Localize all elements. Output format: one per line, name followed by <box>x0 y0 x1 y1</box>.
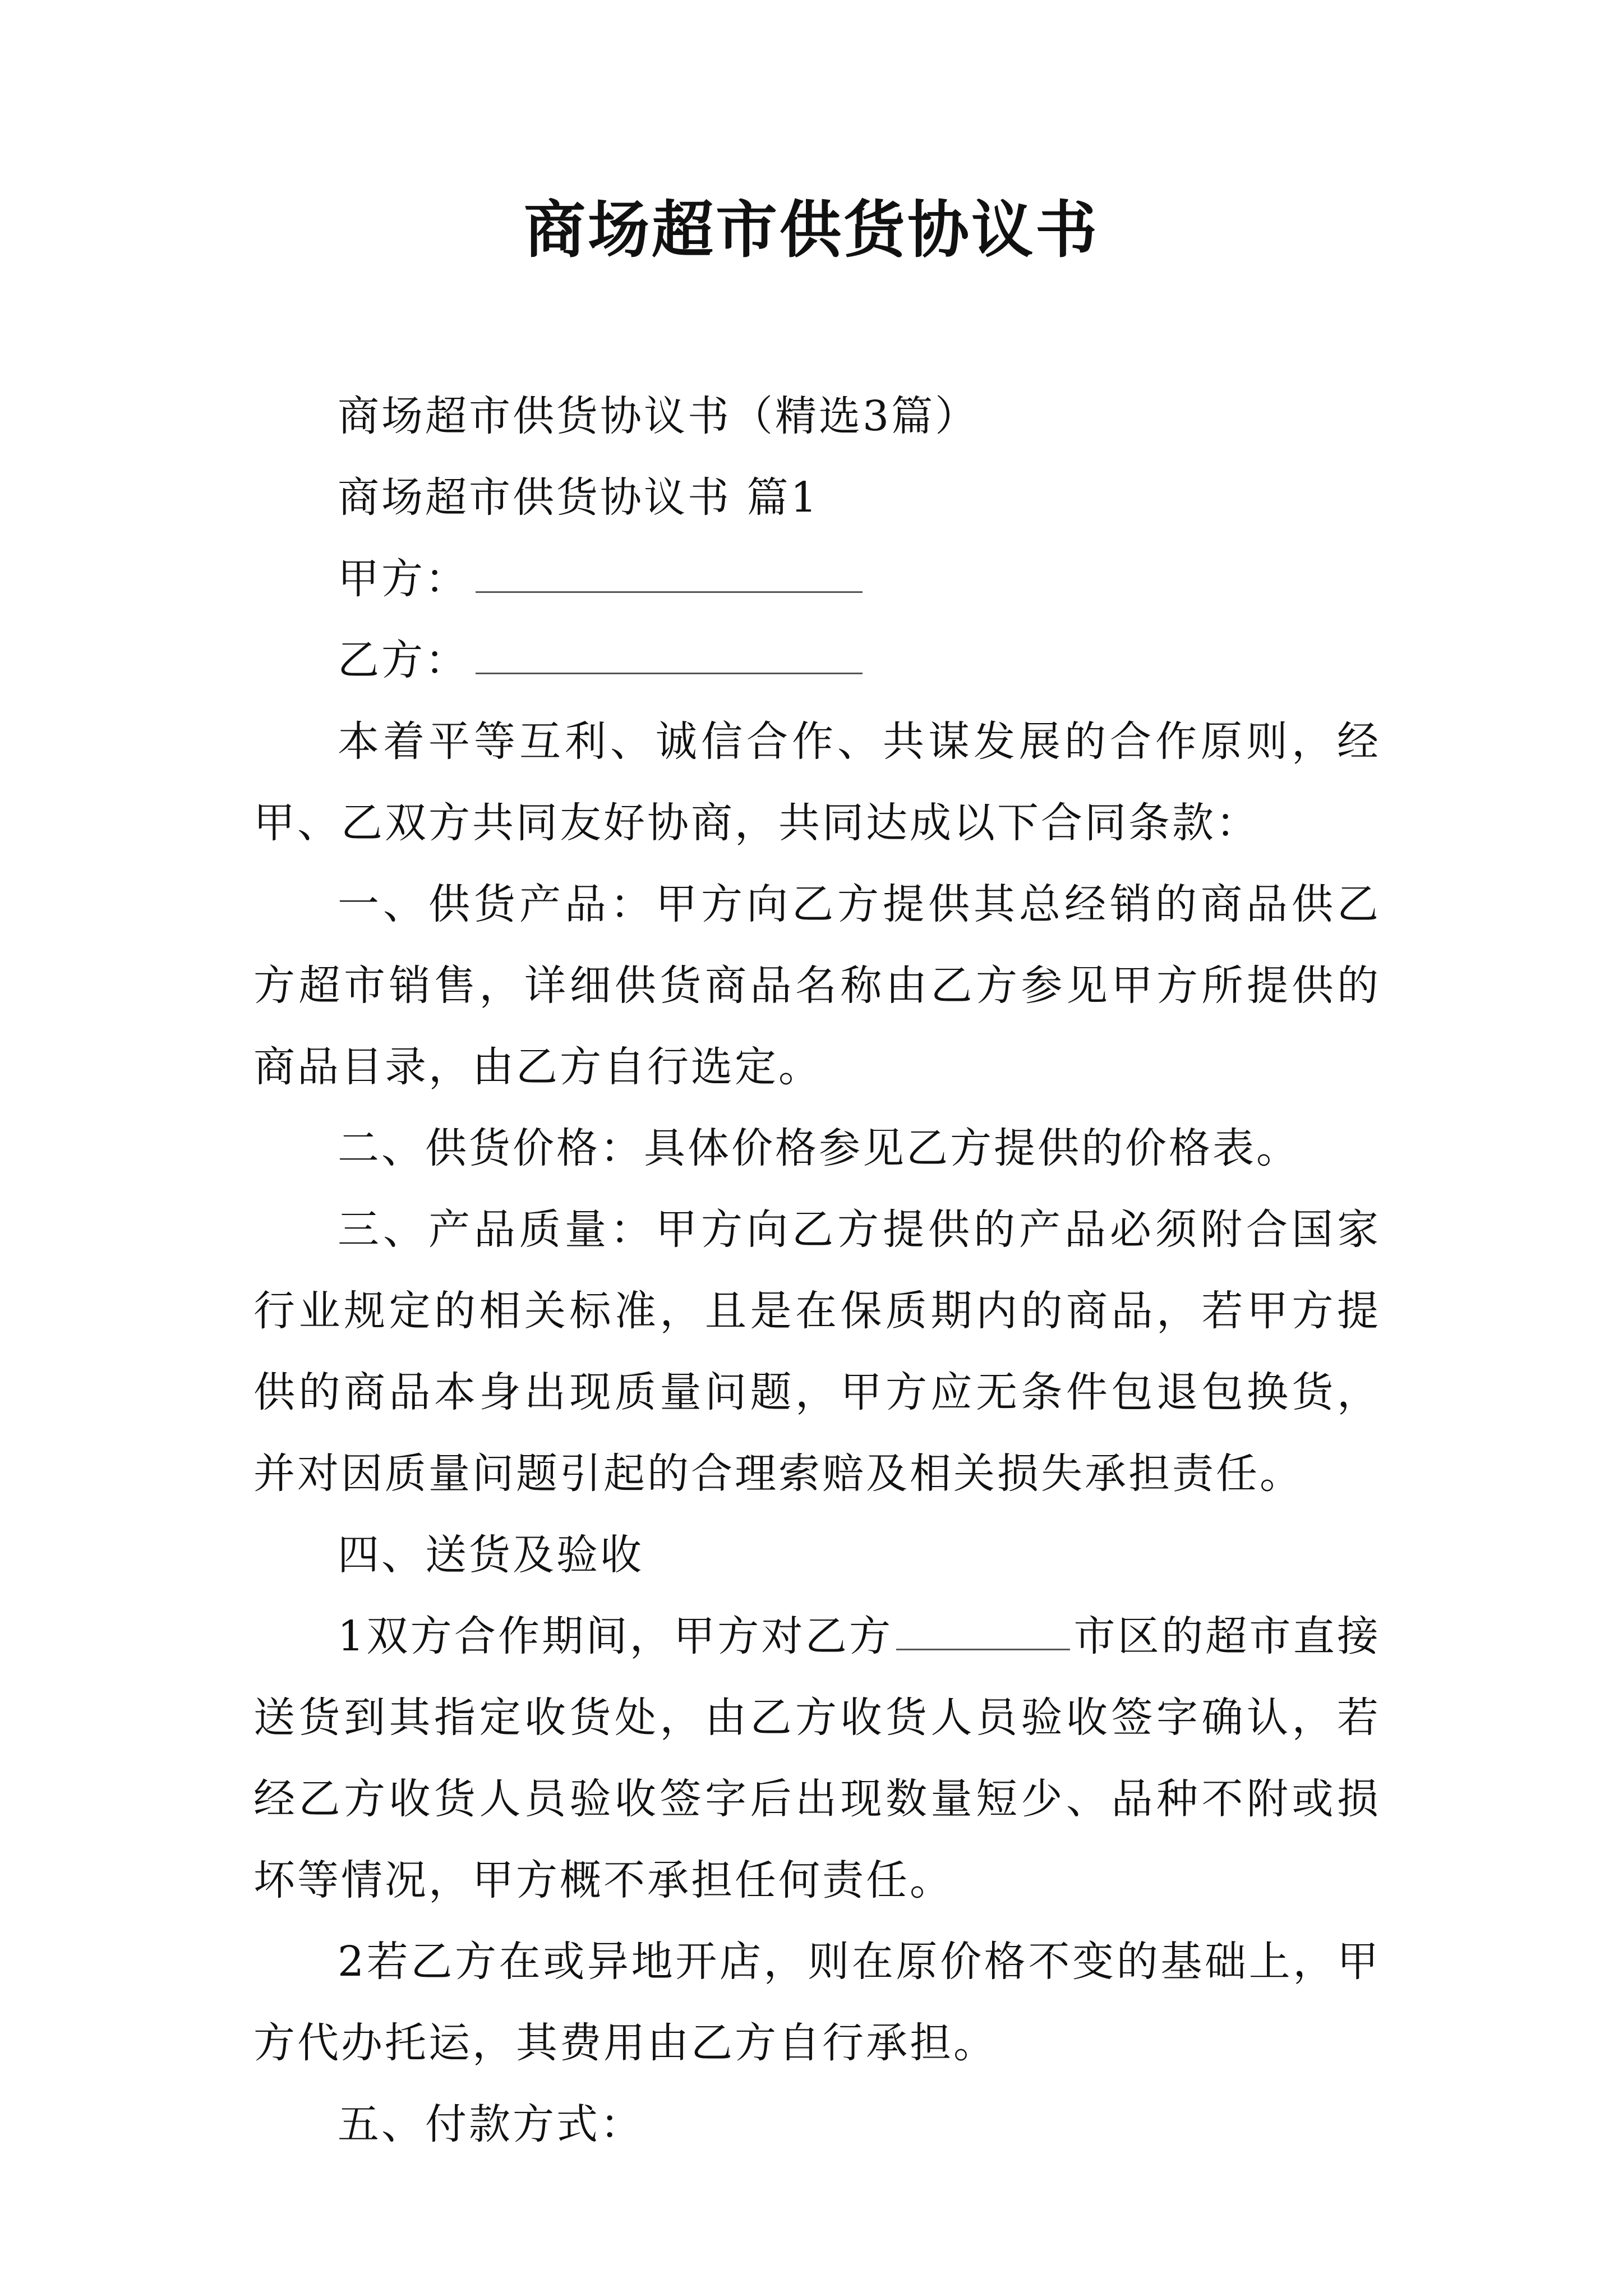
party-b-blank <box>476 639 863 674</box>
party-a-label: 甲方： <box>338 555 469 603</box>
clause-4-heading: 四、送货及验收 <box>338 1531 644 1579</box>
intro-paragraph: 本着平等互利、诚信合作、共谋发展的合作原则，经甲、乙双方共同友好协商，共同达成以下合同条款： <box>253 717 1381 847</box>
clause-1: 一、供货产品：甲方向乙方提供其总经销的商品供乙方超市销售，详细供货商品名称由乙方参见甲方所提供的商品目录，由乙方自行选定。 <box>253 880 1381 1091</box>
party-b-label: 乙方： <box>338 636 469 684</box>
clause-4-1-before: 1双方合作期间，甲方对乙方 <box>338 1612 893 1660</box>
party-a-blank <box>476 558 863 593</box>
section-heading: 商场超市供货协议书 篇1 <box>338 473 819 522</box>
clause-4-1 <box>253 1596 1381 1921</box>
clause-4-1-after: 市区的超市直接送货到其指定收货处，由乙方收货人员验收签字确认，若经乙方收货人员验收签字后出现数量短少、品种不附或损坏等情况，甲方概不承担任何责任。 <box>253 1612 1381 1904</box>
city-blank <box>896 1615 1070 1650</box>
clause-2: 二、供货价格：具体价格参见乙方提供的价格表。 <box>338 1124 1300 1172</box>
subtitle: 商场超市供货协议书（精选3篇） <box>338 392 979 440</box>
party-b-line <box>253 620 1381 701</box>
clause-5-heading: 五、付款方式： <box>338 2100 644 2148</box>
clause-3: 三、产品质量：甲方向乙方提供的产品必须附合国家行业规定的相关标准，且是在保质期内的商品，若甲方提供的商品本身出现质量问题，甲方应无条件包退包换货，并对因质量问题引起的合理索赔及相关损失承担责任。 <box>253 1205 1381 1498</box>
document-title: 商场超市供货协议书 <box>524 194 1099 266</box>
party-a-line <box>253 539 1381 620</box>
clause-4-2: 2若乙方在或异地开店，则在原价格不变的基础上，甲方代办托运，其费用由乙方自行承担。 <box>253 1938 1381 2067</box>
document-body <box>253 376 1381 2165</box>
